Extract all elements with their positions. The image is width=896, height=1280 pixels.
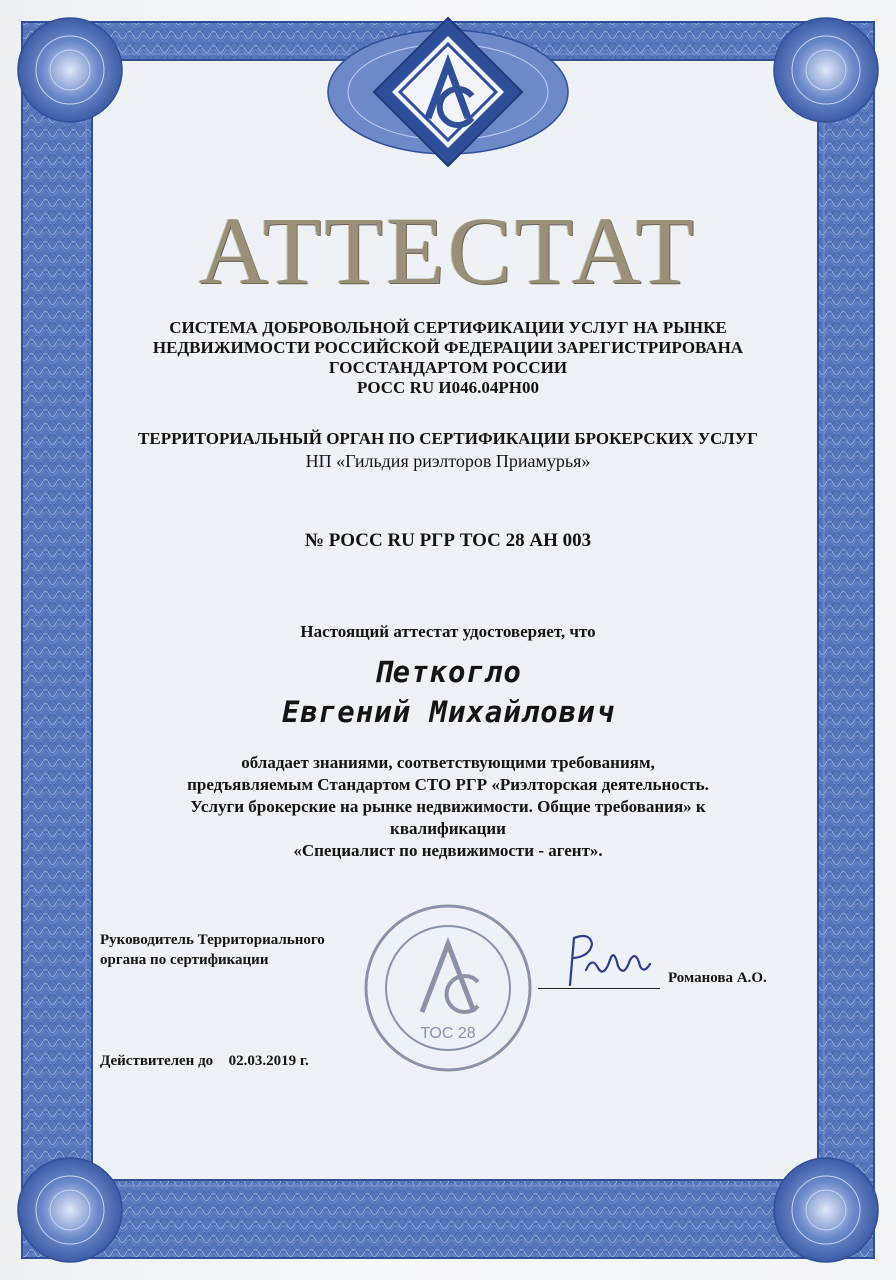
system-line-3: ГОССТАНДАРТОМ РОССИИ [328, 358, 568, 377]
description-line-4: квалификации [390, 819, 506, 838]
certificate-title: АТТЕСТАТ [198, 197, 698, 304]
handwritten-signature [540, 930, 660, 990]
round-stamp-icon [362, 902, 534, 1074]
signatory-role-line-1: Руководитель Территориального [100, 932, 325, 948]
description-line-2: предъявляемым Стандартом СТО РГР «Риэлторская деятельность. [187, 775, 709, 794]
holder-name [60, 652, 836, 732]
qualification-description [60, 752, 836, 862]
validity-label: Действителен до [100, 1053, 214, 1069]
validity-date: 02.03.2019 г. [228, 1053, 309, 1069]
holder-given-names: Евгений Михайлович [281, 695, 615, 729]
territorial-heading: ТЕРРИТОРИАЛЬНЫЙ ОРГАН ПО СЕРТИФИКАЦИИ БРОКЕРСКИХ УСЛУГ [138, 429, 758, 448]
signatory-name: Романова А.О. [668, 970, 767, 986]
certifies-text: Настоящий аттестат удостоверяет, что [300, 622, 596, 641]
system-registration-number: РОСС RU И046.04РН00 [357, 378, 539, 397]
system-line-2: НЕДВИЖИМОСТИ РОССИЙСКОЙ ФЕДЕРАЦИИ ЗАРЕГИСТРИРОВАНА [152, 338, 744, 357]
certificate-number [60, 530, 836, 552]
territorial-organization: НП «Гильдия риэлторов Приамурья» [305, 451, 591, 471]
stamp-text: ТОС 28 [420, 1025, 476, 1042]
territorial-body [60, 428, 836, 472]
certification-system [60, 318, 836, 398]
signatory-role [100, 930, 400, 970]
description-line-3: Услуги брокерские на рынке недвижимости. Общие требования» к [190, 797, 706, 816]
qualification-name: «Специалист по недвижимости - агент». [293, 841, 603, 860]
logo-emblem-icon [370, 14, 526, 170]
description-line-1: обладает знаниями, соответствующими требованиям, [241, 753, 655, 772]
validity [100, 1053, 309, 1070]
signatory-role-line-2: органа по сертификации [100, 952, 269, 968]
holder-surname: Петкогло [374, 655, 522, 689]
certifies-statement [60, 622, 836, 642]
certificate-number-text: № РОСС RU РГР ТОС 28 АН 003 [304, 530, 592, 551]
system-line-1: СИСТЕМА ДОБРОВОЛЬНОЙ СЕРТИФИКАЦИИ УСЛУГ НА РЫНКЕ [169, 318, 727, 337]
signature-line [538, 988, 660, 989]
